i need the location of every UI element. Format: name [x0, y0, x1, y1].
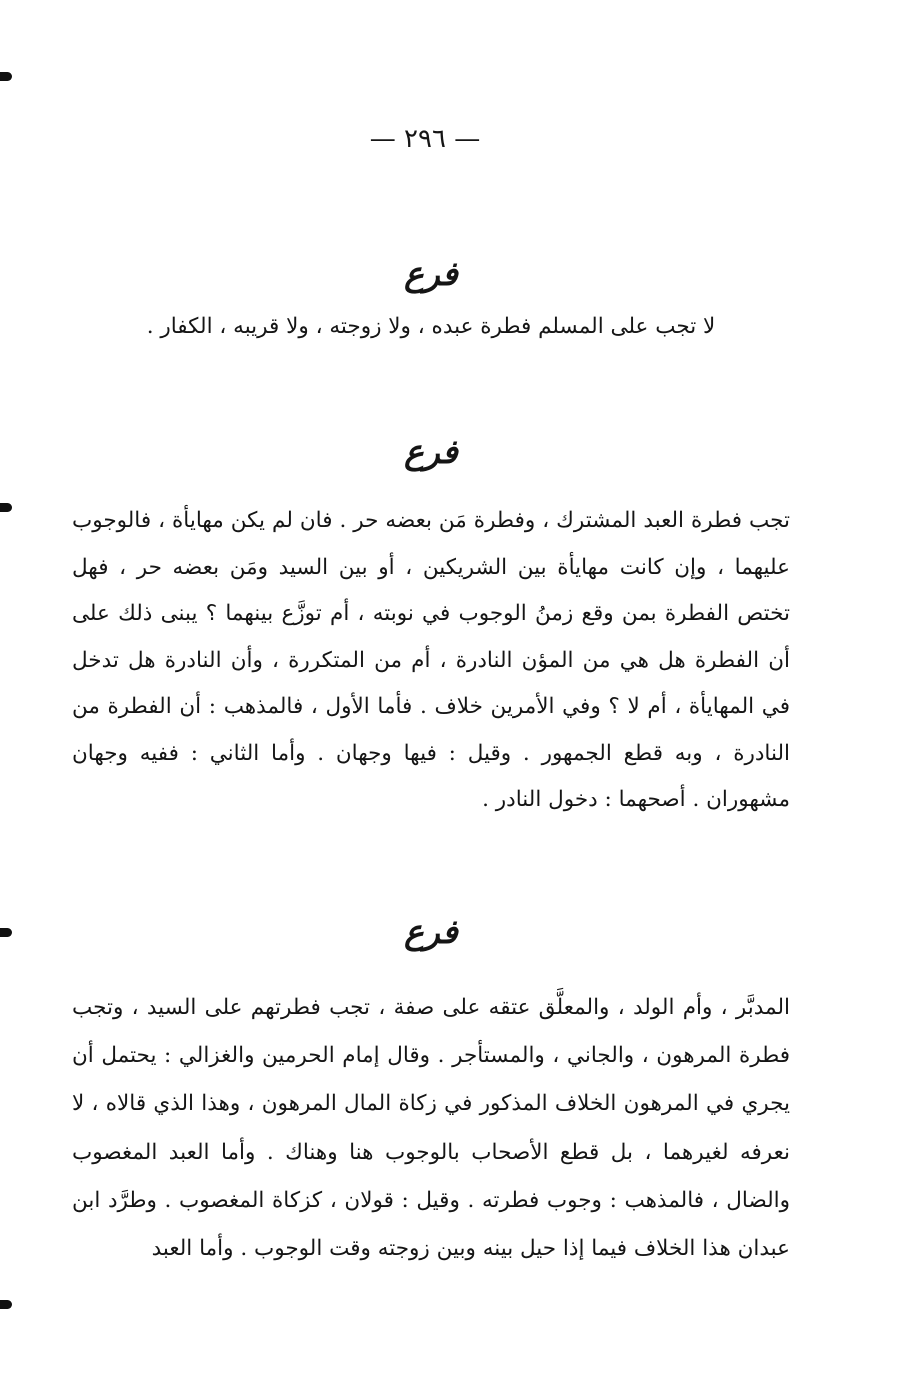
section-heading: فرع [404, 912, 458, 951]
paragraph: المدبَّر ، وأم الولد ، والمعلَّق عتقه على صفة ، تجب فطرتهم على السيد ، وتجب فطرة المرهون ، والجاني ، والمستأجر . وقال إمام الحرمين والغزالي : يحتمل أن يجري في المرهون الخلاف المذكور في زكاة المال المرهون ، وهذا الذي قالاه ، لا نعرفه لغيرهما ، بل قطع الأصحاب بالوجوب هنا وهناك . وأما العبد المغصوب والضال ، فالمذهب : وجوب فطرته . وقيل : قولان ، كزكاة المغصوب . وطرَّد ابن عبدان هذا الخلاف فيما إذا حيل بينه وبين زوجته وقت الوجوب . وأما العبد [72, 995, 790, 1262]
paragraph: لا تجب على المسلم فطرة عبده ، ولا زوجته ، ولا قريبه ، الكفار . [146, 314, 716, 339]
edge-mark [0, 928, 12, 937]
paragraph: تجب فطرة العبد المشترك ، وفطرة مَن بعضه حر . فان لم يكن مهايأة ، فالوجوب عليهما ، وإن كانت مهايأة بين الشريكين ، أو بين السيد ومَن بعضه حر ، فهل تختص الفطرة بمن وقع زمنُ الوجوب في نوبته ، أم توزَّع بينهما ؟ يبنى ذلك على أن الفطرة هل هي من المؤن النادرة ، أم من المتكررة ، وأن النادرة هل تدخل في المهايأة ، أم لا ؟ وفي الأمرين خلاف . فأما الأول ، فالمذهب : أن الفطرة من النادرة ، وبه قطع الجمهور . وقيل : فيها وجهان . وأما الثاني : ففيه وجهان مشهوران . أصحهما : دخول النادر . [72, 508, 790, 812]
edge-mark [0, 72, 12, 81]
section-2 [72, 430, 790, 824]
section-1 [72, 252, 790, 339]
section-3 [72, 910, 790, 1273]
page-number: — ٢٩٦ — [369, 124, 481, 154]
section-heading: فرع [404, 254, 458, 293]
edge-mark [0, 503, 12, 512]
section-heading: فرع [404, 432, 458, 471]
edge-mark [0, 1300, 12, 1309]
